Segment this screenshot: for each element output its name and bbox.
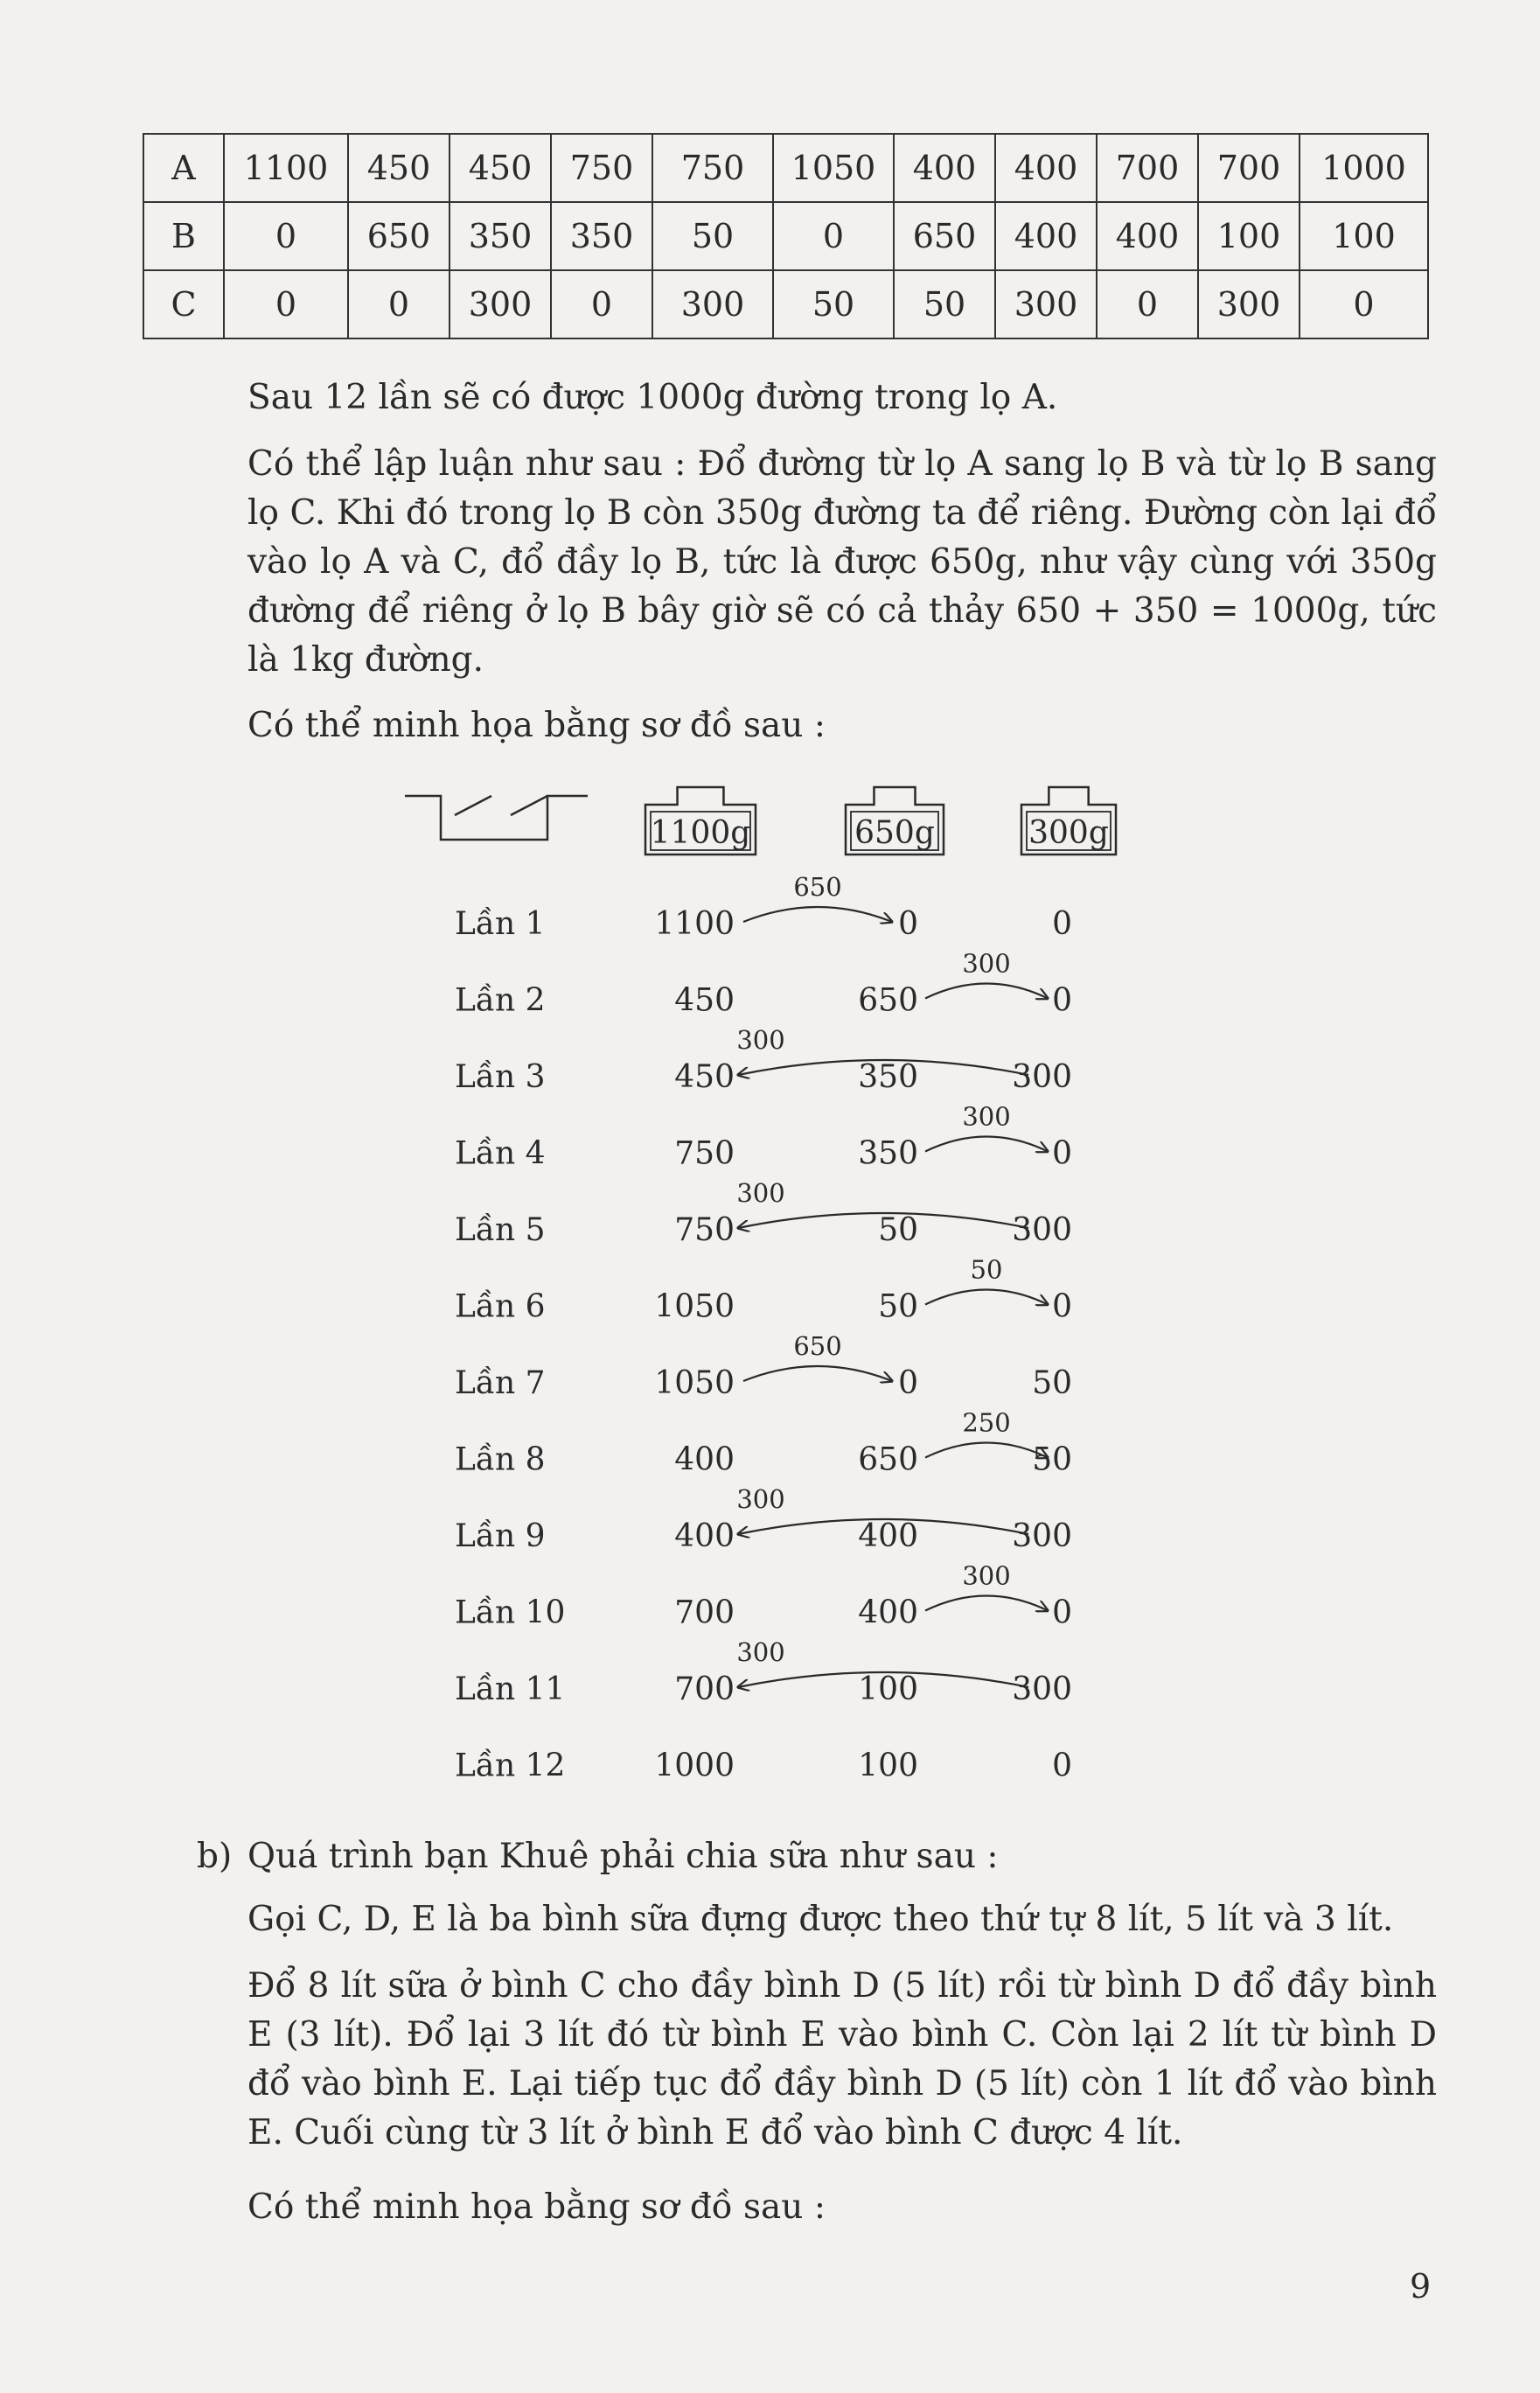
step-row (455, 1442, 1072, 1478)
table-cell: 0 (551, 270, 652, 338)
value-b: 400 (858, 1594, 918, 1631)
value-b: 400 (858, 1518, 918, 1554)
step-label: Lần 11 (455, 1671, 566, 1707)
value-a: 750 (674, 1135, 735, 1172)
table-cell: 100 (1300, 202, 1428, 270)
value-c: 50 (1032, 1365, 1072, 1401)
value-a: 450 (674, 1059, 735, 1095)
paragraph-milk-bottles: Gọi C, D, E là ba bình sữa đựng được theo thứ tự 8 lít, 5 lít và 3 lít. (247, 1900, 1394, 1939)
table-cell: 400 (894, 134, 995, 202)
value-c: 0 (1052, 906, 1072, 942)
value-b: 100 (858, 1748, 918, 1784)
value-c: 0 (1052, 982, 1072, 1019)
table-cell: 1050 (773, 134, 894, 202)
value-a: 1050 (654, 1288, 735, 1325)
value-b: 350 (858, 1135, 918, 1172)
value-c: 0 (1052, 1135, 1072, 1172)
transfer-arrow (925, 1561, 1048, 1611)
transfer-amount: 300 (962, 1560, 1011, 1591)
value-a: 400 (674, 1441, 735, 1478)
step-row (455, 983, 1072, 1019)
arrow-curve (743, 1366, 892, 1381)
value-a: 1000 (654, 1748, 735, 1784)
weight-container-3 (1021, 787, 1116, 855)
value-b: 650 (858, 1441, 918, 1478)
weight-label: 650g (854, 815, 935, 851)
transfer-amount: 300 (736, 1025, 785, 1055)
table-cell: 0 (348, 270, 449, 338)
value-b: 650 (858, 982, 918, 1019)
value-a: 400 (674, 1518, 735, 1554)
weight-label: 300g (1028, 815, 1109, 851)
transfer-amount: 650 (793, 1331, 842, 1361)
transfer-arrow (925, 1408, 1048, 1458)
value-a: 450 (674, 982, 735, 1019)
arrow-curve (743, 907, 892, 922)
value-c: 50 (1032, 1441, 1072, 1478)
paragraph-milk-intro: Quá trình bạn Khuê phải chia sữa như sau : (247, 1837, 999, 1876)
step-label: Lần 2 (455, 982, 546, 1019)
paragraph-diagram-intro-b: Có thể minh họa bằng sơ đồ sau : (247, 2187, 826, 2227)
transfer-amount: 650 (793, 872, 842, 902)
step-label: Lần 12 (455, 1748, 566, 1784)
table-cell: 50 (773, 270, 894, 338)
step-row (455, 1212, 1072, 1248)
step-row (455, 1059, 1072, 1095)
value-c: 300 (1012, 1212, 1072, 1248)
table-cell: 0 (1300, 270, 1428, 338)
value-a: 700 (674, 1671, 735, 1707)
step-row (455, 1518, 1072, 1554)
paragraph-diagram-intro-a: Có thể minh họa bằng sơ đồ sau : (247, 706, 826, 745)
arrow-curve (925, 1137, 1048, 1152)
transfer-amount: 300 (736, 1484, 785, 1514)
row-label-cell: A (143, 134, 224, 202)
table-cell: 1100 (224, 134, 348, 202)
value-a: 700 (674, 1594, 735, 1631)
step-row (455, 1671, 1072, 1707)
arrow-curve (925, 1443, 1048, 1458)
transfer-amount: 300 (962, 948, 1011, 979)
table-cell: 300 (449, 270, 551, 338)
table-cell: 400 (1097, 202, 1198, 270)
table-cell: 350 (449, 202, 551, 270)
value-a: 1100 (654, 906, 735, 942)
table-cell: 0 (224, 270, 348, 338)
step-label: Lần 3 (455, 1059, 546, 1095)
value-c: 0 (1052, 1748, 1072, 1784)
value-a: 1050 (654, 1365, 735, 1401)
step-row (455, 906, 1072, 942)
table-cell: 300 (995, 270, 1097, 338)
paragraph-result: Sau 12 lần sẽ có được 1000g đường trong lọ A. (247, 378, 1058, 417)
step-row (455, 1289, 1072, 1325)
table-cell: 450 (348, 134, 449, 202)
arrow-curve (925, 1596, 1048, 1611)
paragraph-reasoning: Có thể lập luận như sau : Đổ đường từ lọ A sang lọ B và từ lọ B sang lọ C. Khi đó trong lọ B còn 350g đường ta để riêng. Đường còn lại đổ vào lọ A và C, đổ đầy lọ B, tức là được 650g, như vậy cùng với 350g đường để riêng ở lọ B bây giờ sẽ có cả thảy 650 + 350 = 1000g, tức là 1kg đường. (247, 444, 1437, 680)
paragraph-milk-process: Đổ 8 lít sữa ở bình C cho đầy bình D (5 lít) rồi từ bình D đổ đầy bình E (3 lít). Đổ lại 3 lít đó từ bình E vào bình C. Còn lại 2 lít từ bình D đổ vào bình E. Lại tiếp tục đổ đầy bình D (5 lít) còn 1 lít đổ vào bình E. Cuối cùng từ 3 lít ở bình E đổ vào bình C được 4 lít. (247, 1966, 1437, 2152)
table-cell: 750 (551, 134, 652, 202)
step-label: Lần 10 (455, 1594, 566, 1631)
weight-label: 1100g (650, 815, 751, 851)
table-cell: 50 (894, 270, 995, 338)
value-c: 300 (1012, 1671, 1072, 1707)
row-label-cell: B (143, 202, 224, 270)
value-b: 350 (858, 1059, 918, 1095)
transfer-amount: 300 (962, 1101, 1011, 1132)
balance-scale-icon (405, 796, 588, 840)
table-cell: 450 (449, 134, 551, 202)
transfer-amount: 250 (962, 1407, 1011, 1438)
step-row (455, 1748, 1072, 1784)
transfer-arrow (925, 1102, 1048, 1152)
transfer-amount: 300 (736, 1178, 785, 1208)
transfer-arrow (743, 872, 892, 922)
table-cell: 750 (652, 134, 773, 202)
table-cell: 0 (1097, 270, 1198, 338)
value-b: 100 (858, 1671, 918, 1707)
transfer-arrow (925, 949, 1048, 999)
table-cell: 650 (348, 202, 449, 270)
table-cell: 350 (551, 202, 652, 270)
step-label: Lần 4 (455, 1135, 546, 1172)
table-cell: 400 (995, 202, 1097, 270)
step-label: Lần 6 (455, 1288, 546, 1325)
value-b: 0 (898, 906, 918, 942)
table-cell: 700 (1198, 134, 1300, 202)
value-c: 0 (1052, 1288, 1072, 1325)
value-c: 300 (1012, 1059, 1072, 1095)
weight-container-1 (645, 787, 756, 855)
value-c: 300 (1012, 1518, 1072, 1554)
step-label: Lần 5 (455, 1212, 546, 1248)
step-row (455, 1365, 1072, 1401)
item-marker-b: b) (197, 1837, 233, 1876)
table-cell: 650 (894, 202, 995, 270)
table-cell: 400 (995, 134, 1097, 202)
step-row (455, 1136, 1072, 1172)
value-b: 50 (878, 1212, 918, 1248)
step-row (455, 1595, 1072, 1631)
value-a: 750 (674, 1212, 735, 1248)
value-b: 50 (878, 1288, 918, 1325)
step-label: Lần 1 (455, 906, 546, 942)
table-cell: 100 (1198, 202, 1300, 270)
value-c: 0 (1052, 1594, 1072, 1631)
step-label: Lần 7 (455, 1365, 546, 1401)
table-cell: 1000 (1300, 134, 1428, 202)
transfer-amount: 50 (970, 1254, 1003, 1285)
table-cell: 0 (773, 202, 894, 270)
transfer-arrow (925, 1255, 1048, 1305)
page-number: 9 (1410, 2267, 1432, 2306)
transfer-amount: 300 (736, 1637, 785, 1667)
row-label-cell: C (143, 270, 224, 338)
step-label: Lần 8 (455, 1441, 546, 1478)
table-cell: 300 (1198, 270, 1300, 338)
transfer-arrow (743, 1331, 892, 1381)
arrow-curve (925, 1290, 1048, 1305)
value-b: 0 (898, 1365, 918, 1401)
weight-container-2 (846, 787, 944, 855)
table-cell: 300 (652, 270, 773, 338)
table-cell: 700 (1097, 134, 1198, 202)
table-cell: 50 (652, 202, 773, 270)
table-cell: 0 (224, 202, 348, 270)
step-label: Lần 9 (455, 1518, 546, 1554)
arrow-curve (925, 984, 1048, 999)
